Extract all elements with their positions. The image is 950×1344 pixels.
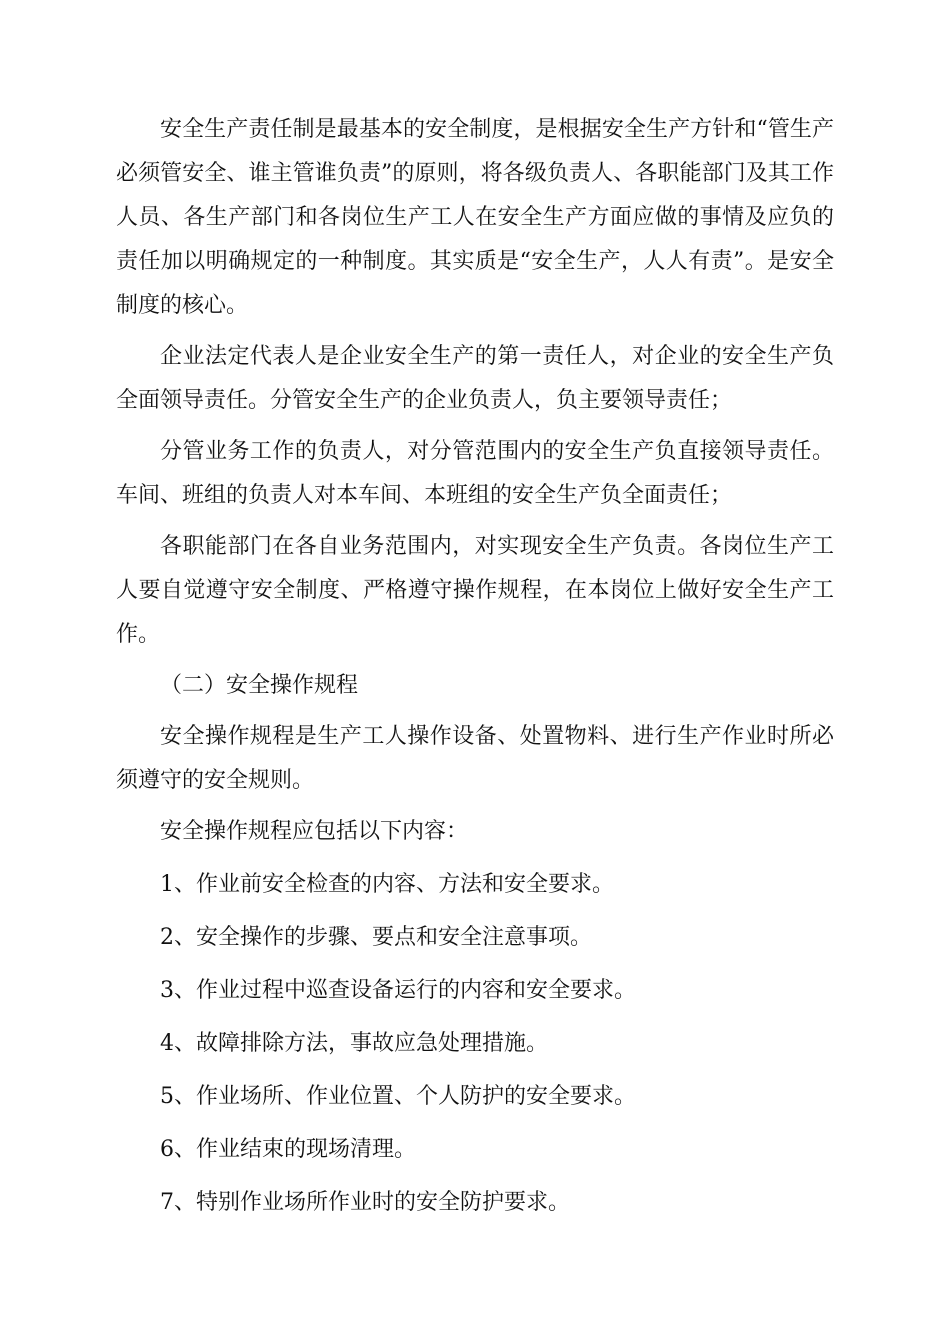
paragraph-safety-responsibility: 安全生产责任制是最基本的安全制度，是根据安全生产方针和“管生产必须管安全、谁主管谁负责”的原则，将各级负责人、各职能部门及其工作人员、各生产部门和各岗位生产工人在安全生产方面应做的事情及应负的责任加以明确规定的一种制度。其实质是“安全生产，人人有责”。是安全制度的核心。 xyxy=(116,117,834,318)
paragraph-operating-rules-definition: 安全操作规程是生产工人操作设备、处置物料、进行生产作业时所必须遵守的安全规则。 xyxy=(116,724,834,793)
list-item: 3、作业过程中巡查设备运行的内容和安全要求。 xyxy=(160,978,636,1003)
list-item: 7、特别作业场所作业时的安全防护要求。 xyxy=(160,1190,570,1215)
paragraph-operating-rules-contents: 安全操作规程应包括以下内容： xyxy=(160,819,469,844)
list-item: 5、作业场所、作业位置、个人防护的安全要求。 xyxy=(160,1084,636,1109)
list-item: 6、作业结束的现场清理。 xyxy=(160,1137,416,1162)
paragraph-functional-departments: 各职能部门在各自业务范围内，对实现安全生产负责。各岗位生产工人要自觉遵守安全制度、严格遵守操作规程，在本岗位上做好安全生产工作。 xyxy=(116,534,834,647)
paragraph-business-manager: 分管业务工作的负责人，对分管范围内的安全生产负直接领导责任。车间、班组的负责人对本车间、本班组的安全生产负全面责任； xyxy=(116,439,834,508)
list-item: 2、安全操作的步骤、要点和安全注意事项。 xyxy=(160,925,592,950)
list-item: 1、作业前安全检查的内容、方法和安全要求。 xyxy=(160,872,614,897)
paragraph-legal-representative: 企业法定代表人是企业安全生产的第一责任人，对企业的安全生产负全面领导责任。分管安全生产的企业负责人，负主要领导责任； xyxy=(116,344,834,413)
document-page xyxy=(116,108,834,1234)
list-item: 4、故障排除方法，事故应急处理措施。 xyxy=(160,1031,548,1056)
section-heading: （二）安全操作规程 xyxy=(160,673,359,698)
